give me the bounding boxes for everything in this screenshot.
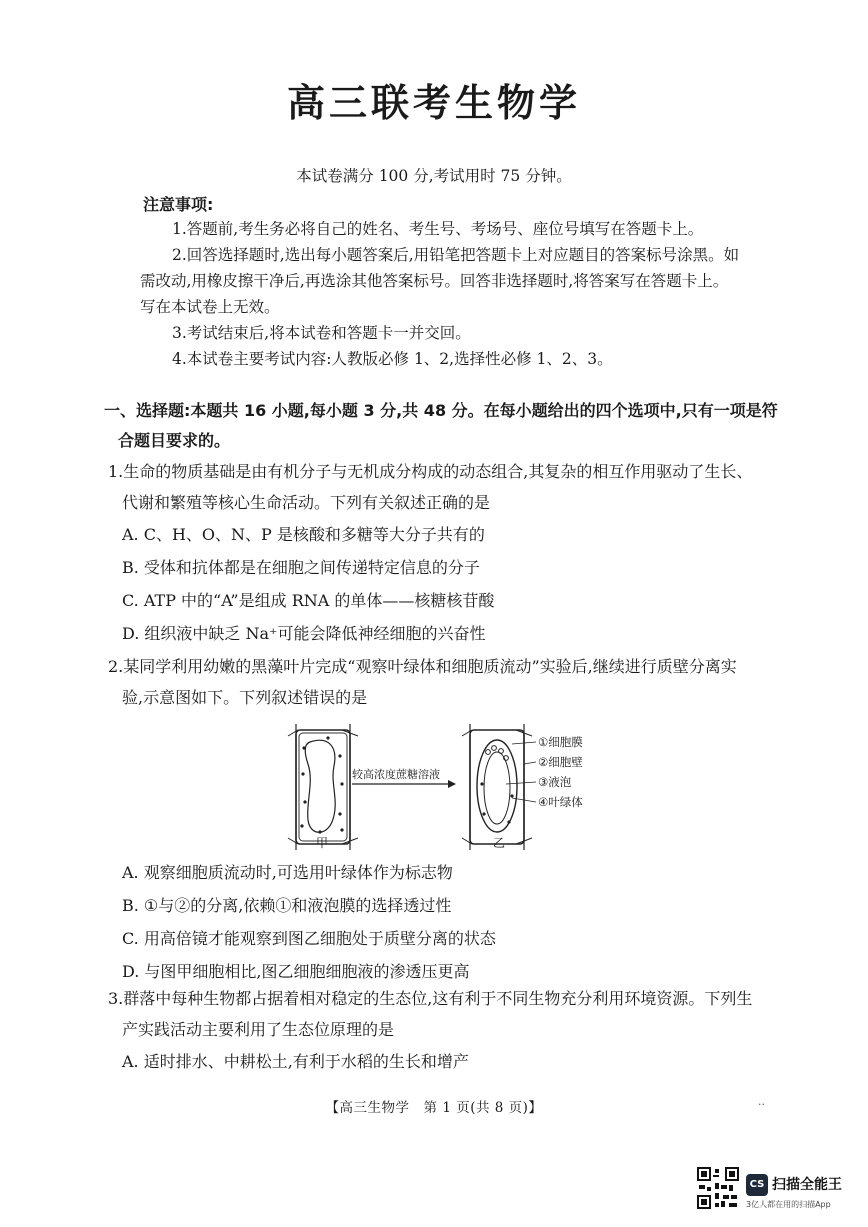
legend-chloroplast: ④叶绿体 bbox=[538, 795, 583, 809]
legend-cell-wall: ②细胞壁 bbox=[538, 755, 583, 769]
legend-vacuole: ③液泡 bbox=[538, 775, 572, 789]
arrow-label: 较高浓度蔗糖溶液 bbox=[352, 768, 440, 781]
section-line: 合题目要求的。 bbox=[118, 431, 231, 450]
stem-line: 3.群落中每种生物都占据着相对稳定的生态位,这有利于不同生物充分利用环境资源。下列生 bbox=[108, 989, 753, 1008]
notice-list bbox=[140, 216, 740, 372]
option-d: D. 组织液中缺乏 Na⁺可能会降低神经细胞的兴奋性 bbox=[122, 624, 486, 643]
legend-cell-membrane: ①细胞膜 bbox=[538, 735, 583, 749]
notice-item: 1.答题前,考生务必将自己的姓名、考生号、考场号、座位号填写在答题卡上。 bbox=[172, 220, 704, 238]
plasmolysis-diagram bbox=[280, 722, 620, 852]
camscanner-name: 扫描全能王 bbox=[772, 1177, 842, 1193]
question-2-options bbox=[108, 856, 788, 988]
option-b: B. ①与②的分离,依赖①和液泡膜的选择透过性 bbox=[122, 896, 452, 915]
cell-jia bbox=[288, 724, 358, 850]
stem-line: 2.某同学利用幼嫩的黑藻叶片完成“观察叶绿体和细胞质流动”实验后,继续进行质壁分离实 bbox=[108, 657, 737, 676]
question-1 bbox=[108, 456, 788, 650]
exam-subtitle: 本试卷满分 100 分,考试用时 75 分钟。 bbox=[296, 167, 572, 185]
camscanner-logo-icon: CS bbox=[746, 1174, 768, 1196]
qr-code-icon bbox=[697, 1167, 739, 1209]
question-stem bbox=[108, 456, 788, 518]
stem-line: 代谢和繁殖等核心生命活动。下列有关叙述正确的是 bbox=[122, 493, 491, 512]
notice-item: 4.本试卷主要考试内容:人教版必修 1、2,选择性必修 1、2、3。 bbox=[172, 350, 613, 368]
stem-line: 1.生命的物质基础是由有机分子与无机成分构成的动态组合,其复杂的相互作用驱动了生长、 bbox=[108, 462, 753, 481]
cell-yi bbox=[462, 724, 536, 850]
option-a: A. 适时排水、中耕松土,有利于水稻的生长和增产 bbox=[122, 1052, 469, 1071]
option-d: D. 与图甲细胞相比,图乙细胞细胞液的渗透压更高 bbox=[122, 962, 470, 981]
notice-item: 2.回答选择题时,选出每小题答案后,用铅笔把答题卡上对应题目的答案标号涂黑。如需改动,用橡皮擦干净后,再选涂其他答案标号。回答非选择题时,将答案写在答题卡上。写在本试卷上无效。 bbox=[140, 246, 740, 316]
question-stem bbox=[108, 983, 788, 1045]
section-line: 一、选择题:本题共 16 小题,每小题 3 分,共 48 分。在每小题给出的四个选项中,只有一项是符 bbox=[104, 401, 778, 420]
question-stem bbox=[108, 651, 788, 713]
stem-line: 产实践活动主要利用了生态位原理的是 bbox=[122, 1020, 395, 1039]
option-a: A. 观察细胞质流动时,可选用叶绿体作为标志物 bbox=[122, 863, 453, 882]
notice-item: 3.考试结束后,将本试卷和答题卡一并交回。 bbox=[172, 324, 471, 342]
question-3 bbox=[108, 983, 788, 1078]
footer-mark: ·· bbox=[758, 1098, 765, 1111]
camscanner-tagline: 3亿人都在用的扫描App bbox=[746, 1200, 831, 1209]
exam-title: 高三联考生物学 bbox=[286, 81, 581, 125]
notice-heading: 注意事项: bbox=[143, 195, 214, 214]
option-a: A. C、H、O、N、P 是核酸和多糖等大分子共有的 bbox=[122, 525, 485, 544]
caption-yi: 乙 bbox=[493, 836, 506, 850]
page-footer: 【高三生物学 第 1 页(共 8 页)】 bbox=[325, 1100, 543, 1116]
section-heading bbox=[104, 396, 780, 456]
option-b: B. 受体和抗体都是在细胞之间传递特定信息的分子 bbox=[122, 558, 480, 577]
question-2-stem bbox=[108, 651, 788, 713]
option-c: C. 用高倍镜才能观察到图乙细胞处于质壁分离的状态 bbox=[122, 929, 496, 948]
option-c: C. ATP 中的“A”是组成 RNA 的单体——核糖核苷酸 bbox=[122, 591, 495, 610]
stem-line: 验,示意图如下。下列叙述错误的是 bbox=[122, 688, 368, 707]
caption-jia: 甲 bbox=[316, 836, 329, 850]
